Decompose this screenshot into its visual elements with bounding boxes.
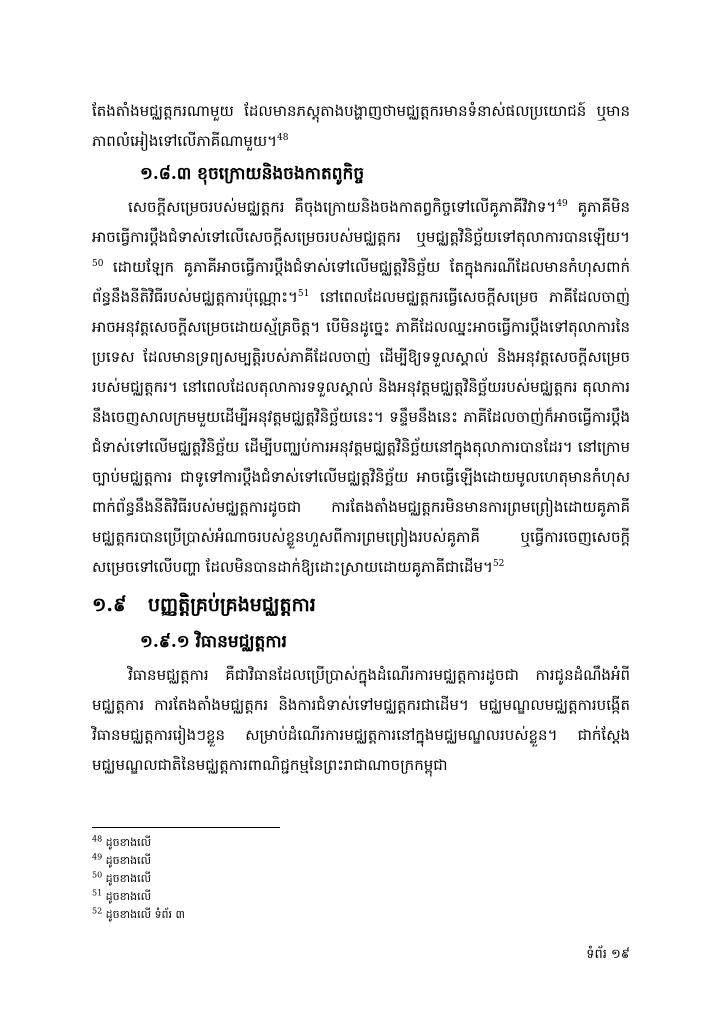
footnote-ref-52[interactable]: 52 xyxy=(492,559,505,569)
footnote-ref-50[interactable]: 50 xyxy=(92,259,104,269)
footnotes xyxy=(92,834,492,924)
paragraph-final-binding xyxy=(92,192,630,582)
paragraph-arbitration-rules: វិធានមជ្ឈត្តការ គឺជាវិធានដែលប្រើប្រាស់ក្នុងដំណើរការមជ្ឈត្តការដូចជា ការជូនដំណឹងអំពីមជ្ឈត្តការ ការតែងតាំងមជ្ឈត្តករ និងការជំទាស់ទៅមជ្ឈត្តករជាដើម។ មជ្ឈមណ្ឌលមជ្ឈត្តការបង្កើតវិធានមជ្ឈត្តការរៀងៗខ្លួន សម្រាប់ដំណើរការមជ្ឈត្តការនៅក្នុងមជ្ឈមណ្ឌលរបស់ខ្លួន។ ជាក់ស្ដែង មជ្ឈមណ្ឌលជាតិនៃមជ្ឈត្តការពាណិជ្ជកម្មនៃព្រះរាជាណាចក្រកម្ពុជា xyxy=(92,666,630,774)
footnote-ref-49[interactable]: 49 xyxy=(556,199,568,209)
paragraph-text: ដោយឡែក គូភាគីអាចធ្វើការប្ដឹងជំទាស់ទៅលើមជ្ឈត្តវិនិច្ឆ័យ តែក្នុងករណីដែលមានកំហុសពាក់ព័ន្ធនឹងនីតិវិធីរបស់មជ្ឈត្តការប៉ុណ្ណោះ។ xyxy=(92,258,630,306)
section-title: បញ្ញត្តិគ្រប់គ្រងមជ្ឈត្តការ xyxy=(148,594,316,616)
footnote-52: $^{52}$ ដូចខាងលើ ទំព័រ ៣ xyxy=(92,906,185,921)
paragraph-text: សេចក្ដីសម្រេចរបស់មជ្ឈត្តករ គឺចុងក្រោយនិងចងកាតព្វកិច្ចទៅលើគូភាគីវិវាទ។ xyxy=(128,198,557,216)
section-heading-1-9 xyxy=(92,588,630,622)
footnote-50: $^{50}$ ដូចខាងលើ xyxy=(92,870,152,885)
footnote-48: $^{48}$ ដូចខាងលើ xyxy=(92,834,152,849)
section-heading-1-8-3: ១.៨.៣ ខុចក្រោយនិងចងកាតពូកិច្ច xyxy=(140,164,365,184)
paragraph-text: តែងតាំងមជ្ឈត្តករណាមួយ ដែលមានភស្តុតាងបង្ហាញថាមជ្ឈត្តករមានទំនាស់ផលប្រយោជន៍ ឬមានភាពលំអៀងទៅលើភាគីណាមួយ។ xyxy=(92,102,630,150)
footnote-ref-51[interactable]: 51 xyxy=(297,289,310,299)
footnote-51: $^{51}$ ដូចខាងលើ xyxy=(92,888,152,903)
paragraph-intro xyxy=(92,96,630,156)
paragraph-text: គូភាគីមិនអាចធ្វើការប្ដឹងជំទាស់ទៅលើសេចក្ដីសម្រេចរបស់មជ្ឈត្តករ ឬមជ្ឈត្តវិនិច្ឆ័យទៅតុលាការបានឡើយ។ xyxy=(92,198,631,246)
footnote-divider xyxy=(92,827,280,828)
footnote-49: $^{49}$ ដូចខាងលើ xyxy=(92,852,152,867)
footnote-ref-48[interactable]: 48 xyxy=(277,133,289,143)
page-number: ទំព័រ ១៩ xyxy=(586,947,630,962)
section-heading-1-9-1: ១.៩.១ វិធានមជ្ឈត្តការ xyxy=(140,632,287,652)
section-number: ១.៩ xyxy=(92,594,127,616)
paragraph-text: នៅពេលដែលមជ្ឈត្តករធ្វើសេចក្ដីសម្រេច ភាគីដែលចាញ់អាចអនុវត្តសេចក្ដីសម្រេចដោយស្ម័គ្រចិត្ត។ បើមិនដូច្នេះ ភាគីដែលឈ្នះអាចធ្វើការប្ដឹងទៅតុលាការនៃប្រទេស ដែលមានទ្រព្យសម្បត្តិរបស់ភាគីដែលចាញ់ ដើម្បីឱ្យទទួលស្គាល់ និងអនុវត្តសេចក្ដីសម្រេចរបស់មជ្ឈត្តករ។ នៅពេលដែលតុលាការទទួលស្គាល់ និងអនុវត្តមជ្ឈត្តវិនិច្ឆ័យរបស់មជ្ឈត្តករ តុលាការនឹងចេញសាលក្រមមួយដើម្បីអនុវត្តមជ្ឈត្តវិនិច្ឆ័យនេះ។ ទន្ទឹមនឹងនេះ ភាគីដែលចាញ់ក៏អាចធ្វើការប្ដឹងជំទាស់ទៅលើមជ្ឈត្តវិនិច្ឆ័យ ដើម្បីបញ្ឈប់ការអនុវត្តមជ្ឈត្តវិនិច្ឆ័យនៅក្នុងតុលាការបានដែរ។ នៅក្រោមច្បាប់មជ្ឈត្តការ ជាទូទៅការប្ដឹងជំទាស់ទៅលើមជ្ឈត្តវិនិច្ឆ័យ អាចធ្វើឡើងដោយមូលហេតុមានកំហុសពាក់ព័ន្ធនឹងនីតិវិធីរបស់មជ្ឈត្តការដូចជា ការតែងតាំងមជ្ឈត្តករមិនមានការព្រមព្រៀងដោយគូភាគី មជ្ឈត្តករបានប្រើប្រាស់អំណាចរបស់ខ្លួនហួសពីការព្រមព្រៀងរបស់គូភាគី ឬធ្វើការចេញសេចក្ដីសម្រេចទៅលើបញ្ហា ដែលមិនបានដាក់ឱ្យដោះស្រាយដោយគូភាគីជាដើម។ xyxy=(92,288,630,576)
